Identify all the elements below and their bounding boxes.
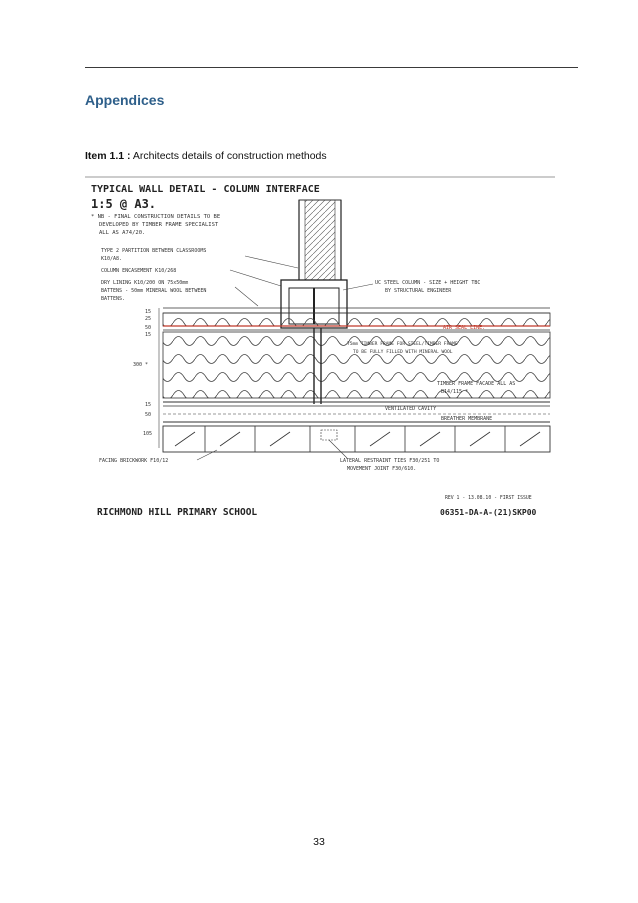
caption-label: Item 1.1 : — [85, 150, 131, 162]
wall-detail-sketch — [85, 170, 560, 532]
drawing-scale: 1:5 @ A3. — [91, 197, 157, 211]
drawing-reference: 06351-DA-A-(21)SKP00 — [440, 508, 537, 517]
note-line-1: * NB - FINAL CONSTRUCTION DETAILS TO BE — [91, 214, 221, 220]
label-breather-membrane: BREATHER MEMBRANE — [441, 416, 493, 422]
dim-300: 300 * — [133, 362, 149, 368]
batten-insulation — [163, 313, 550, 326]
label-ventilated-cavity: VENTILATED CAVITY — [385, 406, 437, 412]
facing-brickwork — [163, 426, 550, 452]
dim-15a: 15 — [145, 309, 152, 315]
label-facade-1: TIMBER FRAME FACADE ALL AS — [437, 381, 516, 387]
label-steel-column-2: BY STRUCTURAL ENGINEER — [385, 288, 452, 294]
label-restraint-2: MOVEMENT JOINT F30/610. — [347, 466, 417, 472]
dim-15c: 15 — [145, 402, 152, 408]
dim-105: 105 — [143, 431, 153, 437]
dim-50b: 50 — [145, 412, 152, 418]
page-number: 33 — [313, 836, 325, 848]
label-column-encasement: COLUMN ENCASEMENT K10/268 — [101, 268, 177, 274]
leader-line — [230, 270, 281, 286]
page-heading: Appendices — [85, 92, 165, 108]
figure-caption — [85, 150, 327, 162]
label-air-seal: AIR SEAL LINE. — [443, 325, 486, 331]
school-name: RICHMOND HILL PRIMARY SCHOOL — [97, 507, 258, 518]
note-line-2: DEVELOPED BY TIMBER FRAME SPECIALIST — [99, 222, 219, 228]
partition-core — [305, 200, 335, 288]
label-dry-lining-1: DRY LINING K10/200 ON 75x50mm — [101, 280, 189, 286]
dim-25: 25 — [145, 316, 152, 322]
label-partition-2: K10/A8. — [101, 256, 123, 262]
drawing-title: TYPICAL WALL DETAIL - COLUMN INTERFACE — [91, 184, 320, 195]
note-line-3: ALL AS A74/20. — [99, 230, 146, 236]
label-partition-1: TYPE 2 PARTITION BETWEEN CLASSROOMS — [101, 248, 207, 254]
label-frame-1: 75mm TIMBER FRAME FOR STEEL/TIMBER FRAME — [347, 342, 458, 347]
caption-text: Architects details of construction methods — [130, 150, 327, 162]
label-dry-lining-3: BATTENS. — [101, 296, 126, 302]
label-facade-2: B14/115 * — [441, 389, 469, 395]
construction-drawing — [85, 170, 560, 537]
label-restraint-1: LATERAL RESTRAINT TIES F30/251 TO — [340, 458, 440, 464]
leader-line — [235, 287, 258, 306]
dim-50a: 50 — [145, 325, 152, 331]
label-frame-2: TO BE FULLY FILLED WITH MINERAL WOOL — [353, 350, 453, 355]
label-facing-brickwork: FACING BRICKWORK F10/12 — [99, 458, 169, 464]
header-rule — [85, 67, 578, 68]
leader-line — [245, 256, 298, 268]
label-steel-column-1: UC STEEL COLUMN - SIZE + HEIGHT TBC — [375, 280, 481, 286]
dim-15b: 15 — [145, 332, 152, 338]
revision-note: REV 1 - 13.08.10 - FIRST ISSUE — [445, 496, 532, 501]
label-dry-lining-2: BATTENS - 50mm MINERAL WOOL BETWEEN — [101, 288, 207, 294]
